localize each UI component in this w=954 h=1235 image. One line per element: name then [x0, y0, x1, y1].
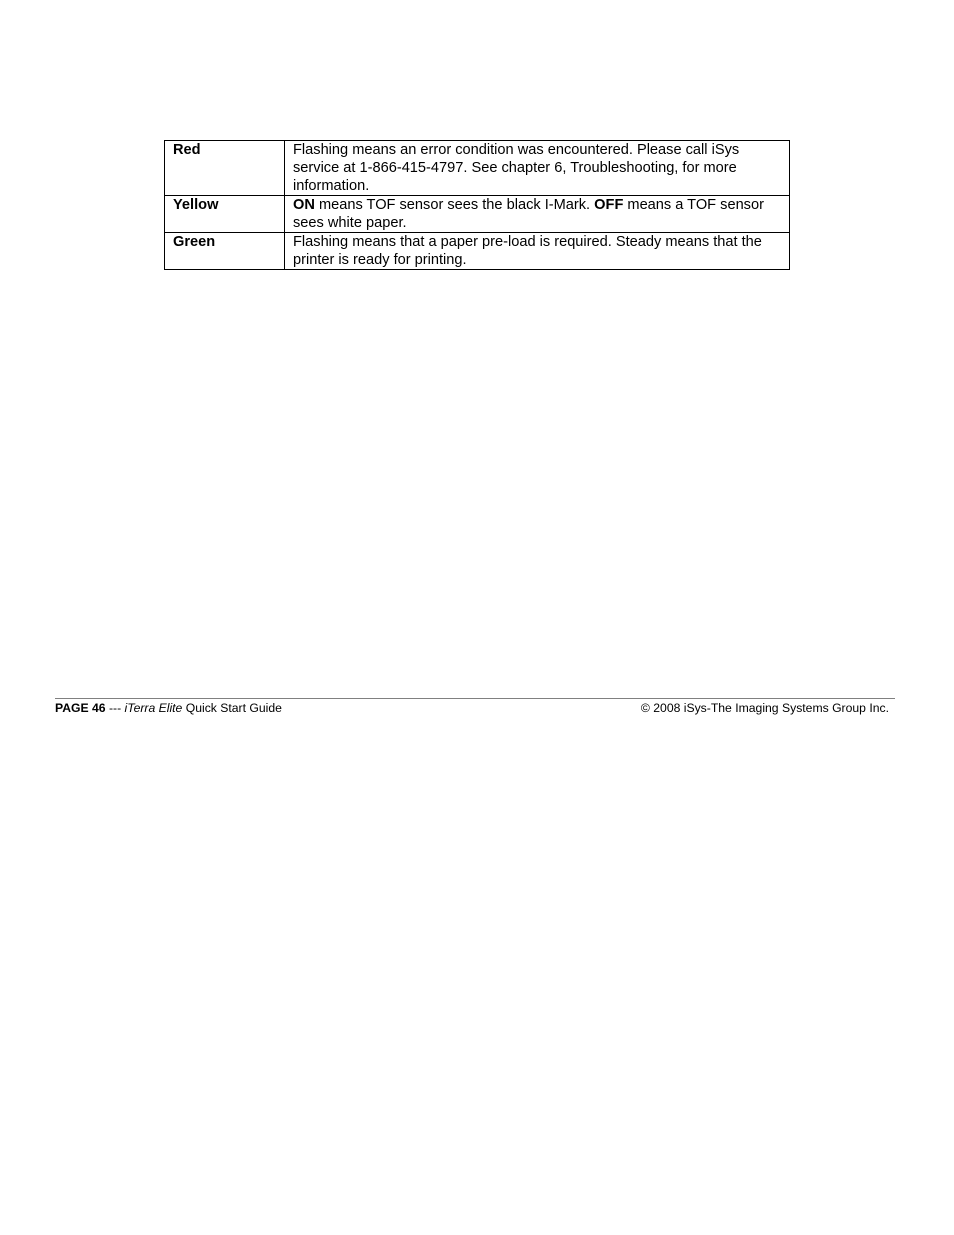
on-label: ON: [293, 197, 315, 213]
led-color-label: Red: [165, 141, 285, 196]
footer-divider: [55, 698, 895, 699]
table-row: [165, 233, 790, 270]
footer-copyright: © 2008 iSys-The Imaging Systems Group Inc.: [640, 701, 889, 715]
footer-separator: ---: [105, 701, 125, 715]
off-label: OFF: [594, 197, 624, 213]
table-row: [165, 141, 790, 196]
guide-title: Quick Start Guide: [182, 701, 282, 715]
led-description: Flashing means an error condition was encountered. Please call iSys service at 1-866-415-4797. See chapter 6, Troubleshooting, for more information.: [285, 141, 790, 196]
page-number: PAGE 46: [55, 701, 106, 715]
off-text: means a TOF sensor sees white paper.: [293, 197, 764, 231]
led-description: Flashing means that a paper pre-load is required. Steady means that the printer is ready for printing.: [285, 233, 790, 270]
product-name: iTerra Elite: [124, 701, 183, 715]
led-status-table: [164, 140, 790, 270]
led-color-label: Yellow: [165, 196, 285, 233]
led-description: [285, 196, 790, 233]
on-text: means TOF sensor sees the black I-Mark.: [314, 197, 595, 213]
led-color-label: Green: [165, 233, 285, 270]
footer-page-info: [55, 701, 282, 715]
table-row: [165, 196, 790, 233]
